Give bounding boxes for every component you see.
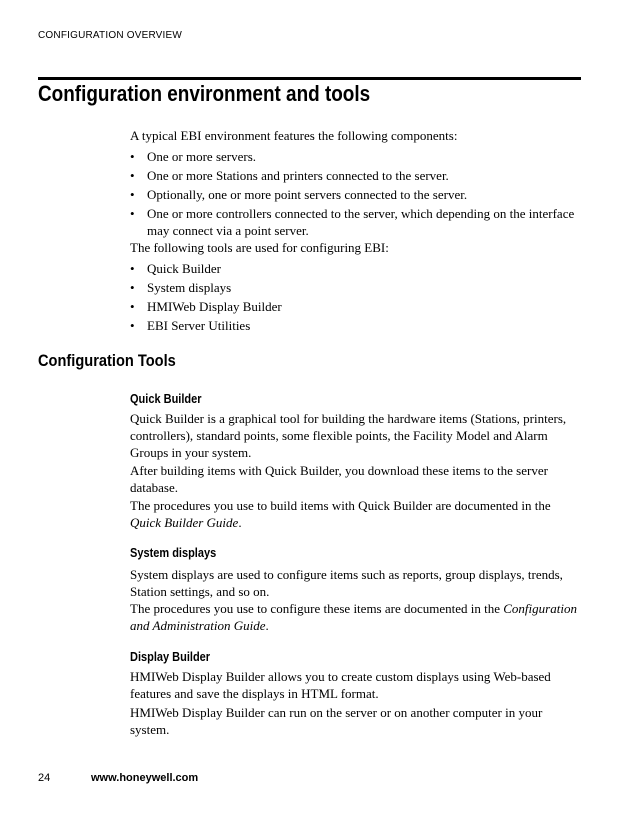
doc-reference: Quick Builder Guide bbox=[130, 515, 239, 530]
page-title: Configuration environment and tools bbox=[38, 81, 371, 106]
intro-lead: A typical EBI environment features the following components: bbox=[130, 128, 458, 143]
subsection-heading-system-displays: System displays bbox=[130, 546, 217, 560]
subsection-heading-display-builder: Display Builder bbox=[130, 650, 211, 664]
footer-url: www.honeywell.com bbox=[91, 772, 199, 784]
list-item: • One or more controllers connected to the server, which depending on the interface may connect via a point server. bbox=[130, 206, 575, 238]
page-number: 24 bbox=[38, 772, 51, 784]
system-displays-paragraph-1: System displays are used to configure items such as reports, group displays, trends, Station settings, and so on. bbox=[130, 567, 563, 599]
quick-builder-paragraph-1: Quick Builder is a graphical tool for building the hardware items (Stations, printers, controllers), standard points, some flexible points, the Facility Model and Alarm Groups in your system. bbox=[130, 411, 567, 460]
list-item: • Optionally, one or more point servers connected to the server. bbox=[130, 187, 468, 202]
section-heading: Configuration Tools bbox=[38, 351, 176, 370]
list-item: • Quick Builder bbox=[130, 261, 222, 276]
list-item: • One or more Stations and printers connected to the server. bbox=[130, 168, 449, 183]
quick-builder-paragraph-2: After building items with Quick Builder, you download these items to the server database. bbox=[130, 463, 548, 495]
display-builder-paragraph-1: HMIWeb Display Builder allows you to create custom displays using Web-based features and save the displays in HTML format. bbox=[130, 669, 551, 701]
tools-list bbox=[130, 260, 578, 336]
quick-builder-paragraph-3: The procedures you use to build items with Quick Builder are documented in the Quick Builder Guide. bbox=[130, 498, 551, 530]
bullet-icon: • bbox=[130, 261, 135, 276]
bullet-icon: • bbox=[130, 299, 135, 314]
list-item: • EBI Server Utilities bbox=[130, 318, 251, 333]
title-rule bbox=[38, 77, 581, 80]
bullet-icon: • bbox=[130, 168, 135, 183]
list-item: • System displays bbox=[130, 280, 232, 295]
bullet-icon: • bbox=[130, 280, 135, 295]
bullet-icon: • bbox=[130, 149, 135, 164]
components-list bbox=[130, 148, 578, 241]
doc-reference: Configuration and Administration Guide bbox=[130, 601, 577, 633]
bullet-icon: • bbox=[130, 206, 135, 221]
tools-lead: The following tools are used for configuring EBI: bbox=[130, 240, 389, 255]
list-item: • One or more servers. bbox=[130, 149, 257, 164]
bullet-icon: • bbox=[130, 318, 135, 333]
running-header: CONFIGURATION OVERVIEW bbox=[38, 30, 183, 41]
list-item: • HMIWeb Display Builder bbox=[130, 299, 282, 314]
subsection-heading-quick-builder: Quick Builder bbox=[130, 392, 202, 406]
bullet-icon: • bbox=[130, 187, 135, 202]
display-builder-paragraph-2: HMIWeb Display Builder can run on the server or on another computer in your system. bbox=[130, 705, 543, 737]
system-displays-paragraph-2: The procedures you use to configure these items are documented in the Configuration and Administration Guide. bbox=[130, 601, 577, 633]
